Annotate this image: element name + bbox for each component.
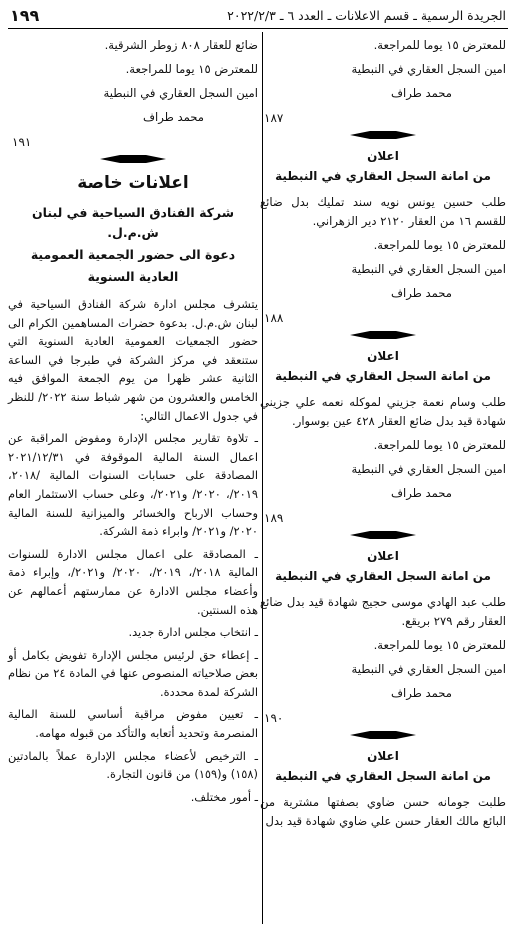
registry-office: امين السجل العقاري في النبطية <box>351 62 506 76</box>
notice-continuation: ضائع للعقار ٨٠٨ زوطر الشرقية. <box>104 38 258 52</box>
invitation-title: دعوة الى حضور الجمعية العمومية <box>30 247 236 262</box>
right-column <box>260 36 506 926</box>
page-header <box>8 6 508 29</box>
section-divider <box>260 131 506 139</box>
agenda-item: ـ تلاوة تقارير مجلس الإدارة ومفوض المراقبة عن اعمال السنة المالية الموقوفة في ٢٠٢١/١٢/٣١ المصادقة على حسابات السنوات المالية /٢٠١٨، ٢٠١٩/، ٢٠٢٠/ و٢٠٢١/، وعلى حساب الاستثمار العام وحساب الارباح والخسائر والميزانية للسنة المالية ٢٠٢٠/ و٢٠٢١/ وابراء ذمة الشركة. <box>8 431 258 539</box>
notice-number: ١٨٨ <box>264 311 284 325</box>
section-divider <box>260 531 506 539</box>
invitation-intro: يتشرف مجلس ادارة شركة الفنادق السياحية في لبنان ش.م.ل. بدعوة حضرات المساهمين الكرام الى حضور الجمعيات العمومية العادية السنوية التي ستنعقد في مركز الشركة في طبرجا في الساعة الثانية عشر ظهرا من يوم الجمعة الموافق فيه الخامس والعشرون من شهر شباط سنة ٢٠٢٢/ للنظر في جدول الاعمال التالي: <box>8 297 258 423</box>
agenda-item: ـ المصادقة على اعمال مجلس الادارة للسنوات المالية ٢٠١٨/، ٢٠١٩/، ٢٠٢٠/ و٢٠٢١/، وإبراء ذمة وأعضاء مجلس الادارة عن ممارستهم أعمالهم عن هذه السنتين. <box>8 546 259 617</box>
registry-office: امين السجل العقاري في النبطية <box>351 262 506 276</box>
notice-body: طلب وسام نعمة جزيني لموكله نعمه علي جزيني شهادة قيد بدل ضائع العقار ٤٢٨ عين بوسوار. <box>260 395 506 428</box>
notice-subtitle: من امانة السجل العقاري في النبطية <box>275 369 491 383</box>
notice-subtitle: من امانة السجل العقاري في النبطية <box>275 169 491 183</box>
notice-block <box>260 749 506 831</box>
gazette-title: الجريدة الرسمية ـ قسم الاعلانات ـ العدد ٦ ـ ٢٠٢٢/٢/٣ <box>227 8 506 23</box>
notice-label: اعلان <box>367 149 399 163</box>
section-title: اعلانات خاصة <box>77 173 189 193</box>
objector-note: للمعترض ١٥ يوما للمراجعة. <box>373 38 506 52</box>
agenda-item: ـ الترخيص لأعضاء مجلس الإدارة عملاً بالمادتين (١٥٨) و(١٥٩) من قانون التجارة. <box>8 748 258 782</box>
signature: محمد طراف <box>390 86 452 100</box>
notice-label: اعلان <box>367 549 399 563</box>
left-column <box>8 36 258 926</box>
notice-body: طلب عبد الهادي موسى حجيج شهادة قيد بدل ضائع العقار رقم ٢٧٩ بريقع. <box>260 595 506 628</box>
signature: محمد طراف <box>142 110 204 124</box>
notice-number: ١٩٠ <box>264 711 284 725</box>
agenda-item: ـ تعيين مفوض مراقبة أساسي للسنة المالية المنصرمة وتحديد أتعابه والتأكد من قبوله مهامه. <box>8 707 258 741</box>
notice-number: ١٨٧ <box>264 111 284 125</box>
notice-subtitle: من امانة السجل العقاري في النبطية <box>275 569 491 583</box>
registry-office: امين السجل العقاري في النبطية <box>103 86 258 100</box>
signature: محمد طراف <box>390 286 452 300</box>
agenda-item: ـ إعطاء حق لرئيس مجلس الإدارة تفويض بكامل أو بعض صلاحياته المنصوص عنها في المادة ٢٤ من نظام الشركة لمدة محددة. <box>8 647 258 699</box>
objector-note: للمعترض ١٥ يوما للمراجعة. <box>125 62 258 76</box>
objector-note: للمعترض ١٥ يوما للمراجعة. <box>373 238 506 252</box>
notice-body: طلبت جومانه حسن ضاوي بصفتها مشترية من البائع مالك العقار حسن علي ضاوي شهادة قيد بدل <box>260 795 506 828</box>
signature: محمد طراف <box>390 486 452 500</box>
registry-office: امين السجل العقاري في النبطية <box>351 462 506 476</box>
invitation-subtitle: العادية السنوية <box>87 269 179 284</box>
section-divider <box>260 331 506 339</box>
signature: محمد طراف <box>390 686 452 700</box>
notice-block <box>260 149 506 339</box>
notice-label: اعلان <box>367 349 399 363</box>
notice-label: اعلان <box>367 749 399 763</box>
objector-note: للمعترض ١٥ يوما للمراجعة. <box>373 638 506 652</box>
agenda-item: ـ انتخاب مجلس ادارة جديد. <box>128 625 258 640</box>
notice-subtitle: من امانة السجل العقاري في النبطية <box>275 769 491 783</box>
company-name: شركة الفنادق السياحية في لبنان ش.م.ل. <box>32 205 234 240</box>
section-divider <box>260 731 506 739</box>
registry-office: امين السجل العقاري في النبطية <box>351 662 506 676</box>
notice-body: طلب حسين يونس نويه سند تمليك بدل ضائع للقسم ١٦ من العقار ٢١٢٠ دير الزهراني. <box>260 195 506 228</box>
section-divider <box>8 155 258 163</box>
notice-block <box>260 549 506 739</box>
notice-block <box>260 349 506 539</box>
objector-note: للمعترض ١٥ يوما للمراجعة. <box>373 438 506 452</box>
agenda-item: ـ أمور مختلف. <box>190 789 258 804</box>
page-number: ١٩٩ <box>10 6 40 25</box>
notice-number: ١٩١ <box>12 135 32 149</box>
notice-number: ١٨٩ <box>264 511 284 525</box>
